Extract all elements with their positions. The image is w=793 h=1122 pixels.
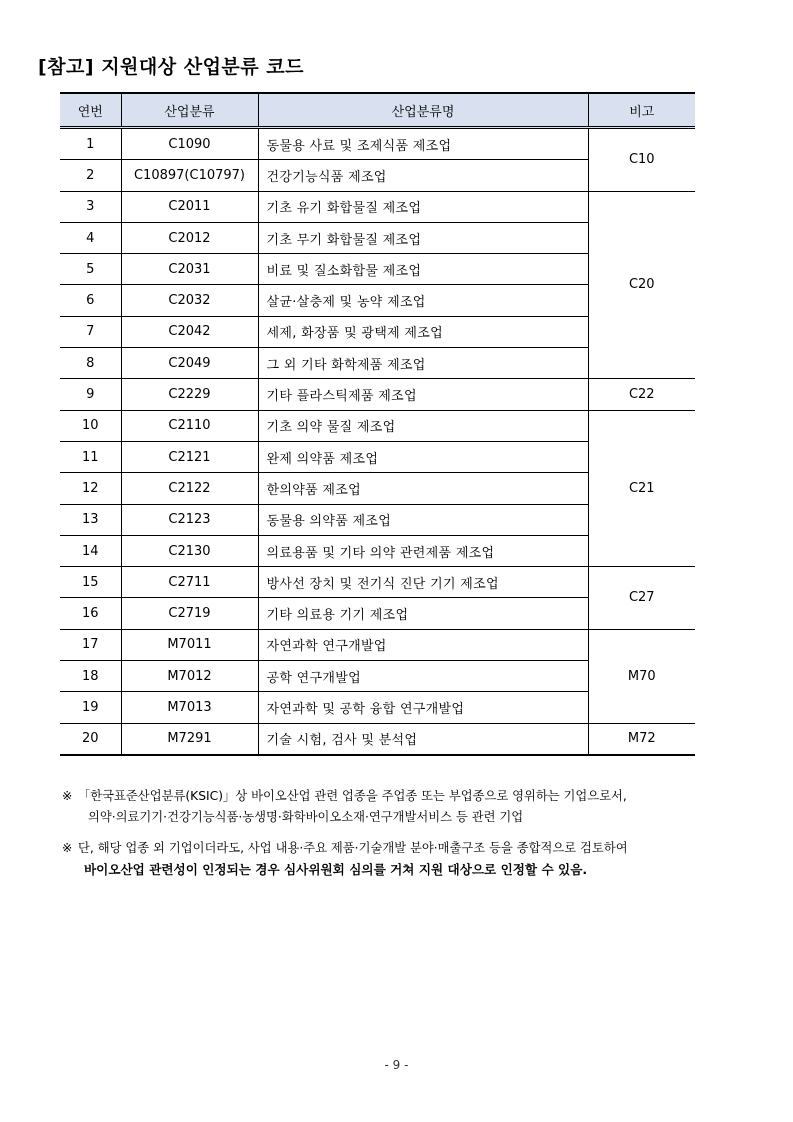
cell-name: 자연과학 및 공학 융합 연구개발업	[258, 692, 588, 723]
cell-name: 세제, 화장품 및 광택제 제조업	[258, 316, 588, 347]
cell-no: 13	[60, 504, 121, 535]
cell-code: C2031	[121, 254, 258, 285]
table-row	[60, 191, 695, 222]
cell-note: C21	[588, 410, 695, 566]
page-title: [참고] 지원대상 산업분류 코드	[38, 56, 304, 78]
cell-name: 한의약품 제조업	[258, 473, 588, 504]
cell-code: M7291	[121, 723, 258, 755]
cell-no: 1	[60, 128, 121, 160]
cell-code: C2049	[121, 348, 258, 379]
cell-name: 기술 시험, 검사 및 분석업	[258, 723, 588, 755]
cell-code: C2032	[121, 285, 258, 316]
cell-name: 기초 의약 물질 제조업	[258, 410, 588, 441]
header-no: 연번	[60, 93, 121, 128]
cell-note: C10	[588, 128, 695, 192]
cell-name: 동물용 의약품 제조업	[258, 504, 588, 535]
cell-name: 동물용 사료 및 조제식품 제조업	[258, 128, 588, 160]
cell-code: C2042	[121, 316, 258, 347]
cell-name: 공학 연구개발업	[258, 661, 588, 692]
table-row	[60, 410, 695, 441]
cell-no: 6	[60, 285, 121, 316]
cell-no: 16	[60, 598, 121, 629]
cell-no: 4	[60, 222, 121, 253]
cell-code: C2719	[121, 598, 258, 629]
cell-code: C2110	[121, 410, 258, 441]
cell-no: 11	[60, 441, 121, 472]
cell-note: C27	[588, 567, 695, 630]
cell-note: M70	[588, 629, 695, 723]
cell-name: 기초 유기 화합물질 제조업	[258, 191, 588, 222]
cell-name: 자연과학 연구개발업	[258, 629, 588, 660]
cell-no: 20	[60, 723, 121, 755]
cell-name: 방사선 장치 및 전기식 진단 기기 제조업	[258, 567, 588, 598]
cell-note: C20	[588, 191, 695, 379]
footnote-2-emphasis: 바이오산업 관련성이 인정되는 경우 심사위원회 심의를 거쳐 지원 대상으로 인정할 수 있음.	[84, 862, 588, 877]
cell-no: 3	[60, 191, 121, 222]
cell-code: C2711	[121, 567, 258, 598]
table-row	[60, 629, 695, 660]
cell-name: 의료용품 및 기타 의약 관련제품 제조업	[258, 535, 588, 566]
cell-no: 12	[60, 473, 121, 504]
cell-note: M72	[588, 723, 695, 755]
cell-no: 19	[60, 692, 121, 723]
table-row	[60, 723, 695, 755]
cell-code: C2130	[121, 535, 258, 566]
cell-no: 10	[60, 410, 121, 441]
cell-no: 9	[60, 379, 121, 410]
cell-code: M7012	[121, 661, 258, 692]
table-header-row	[60, 93, 695, 128]
cell-no: 15	[60, 567, 121, 598]
cell-code: C2229	[121, 379, 258, 410]
reference-mark-icon: ※	[62, 789, 73, 803]
cell-code: C2012	[121, 222, 258, 253]
cell-code: C2123	[121, 504, 258, 535]
cell-name: 건강기능식품 제조업	[258, 160, 588, 191]
cell-code: M7013	[121, 692, 258, 723]
cell-no: 5	[60, 254, 121, 285]
cell-code: C2121	[121, 441, 258, 472]
footnote-1-line-2: 의약·의료기기·건강기능식품·농생명·화학바이오소재·연구개발서비스 등 관련 기업	[88, 810, 524, 824]
cell-code: C1090	[121, 128, 258, 160]
table-row	[60, 128, 695, 160]
cell-no: 14	[60, 535, 121, 566]
cell-name: 기타 플라스틱제품 제조업	[258, 379, 588, 410]
table-row	[60, 379, 695, 410]
cell-name: 완제 의약품 제조업	[258, 441, 588, 472]
cell-code: C2011	[121, 191, 258, 222]
industry-code-table	[60, 92, 695, 756]
table-row	[60, 567, 695, 598]
cell-code: C10897(C10797)	[121, 160, 258, 191]
cell-note: C22	[588, 379, 695, 410]
cell-no: 7	[60, 316, 121, 347]
cell-code: M7011	[121, 629, 258, 660]
header-note: 비고	[588, 93, 695, 128]
header-code: 산업분류	[121, 93, 258, 128]
cell-no: 8	[60, 348, 121, 379]
footnote-1	[62, 786, 628, 828]
footnotes	[62, 786, 628, 880]
cell-name: 기초 무기 화합물질 제조업	[258, 222, 588, 253]
cell-code: C2122	[121, 473, 258, 504]
cell-name: 그 외 기타 화학제품 제조업	[258, 348, 588, 379]
reference-mark-icon: ※	[62, 841, 73, 855]
footnote-2-line-1: 단, 해당 업종 외 기업이더라도, 사업 내용·주요 제품·기술개발 분야·매출구조 등을 종합적으로 검토하여	[78, 841, 628, 855]
cell-name: 살균·살충제 및 농약 제조업	[258, 285, 588, 316]
cell-no: 2	[60, 160, 121, 191]
cell-name: 기타 의료용 기기 제조업	[258, 598, 588, 629]
footnote-2	[62, 838, 628, 880]
header-name: 산업분류명	[258, 93, 588, 128]
page-number: - 9 -	[384, 1058, 409, 1072]
footnote-1-line-1: 「한국표준산업분류(KSIC)」상 바이오산업 관련 업종을 주업종 또는 부업종으로 영위하는 기업으로서,	[78, 789, 627, 803]
cell-no: 17	[60, 629, 121, 660]
cell-no: 18	[60, 661, 121, 692]
cell-name: 비료 및 질소화합물 제조업	[258, 254, 588, 285]
